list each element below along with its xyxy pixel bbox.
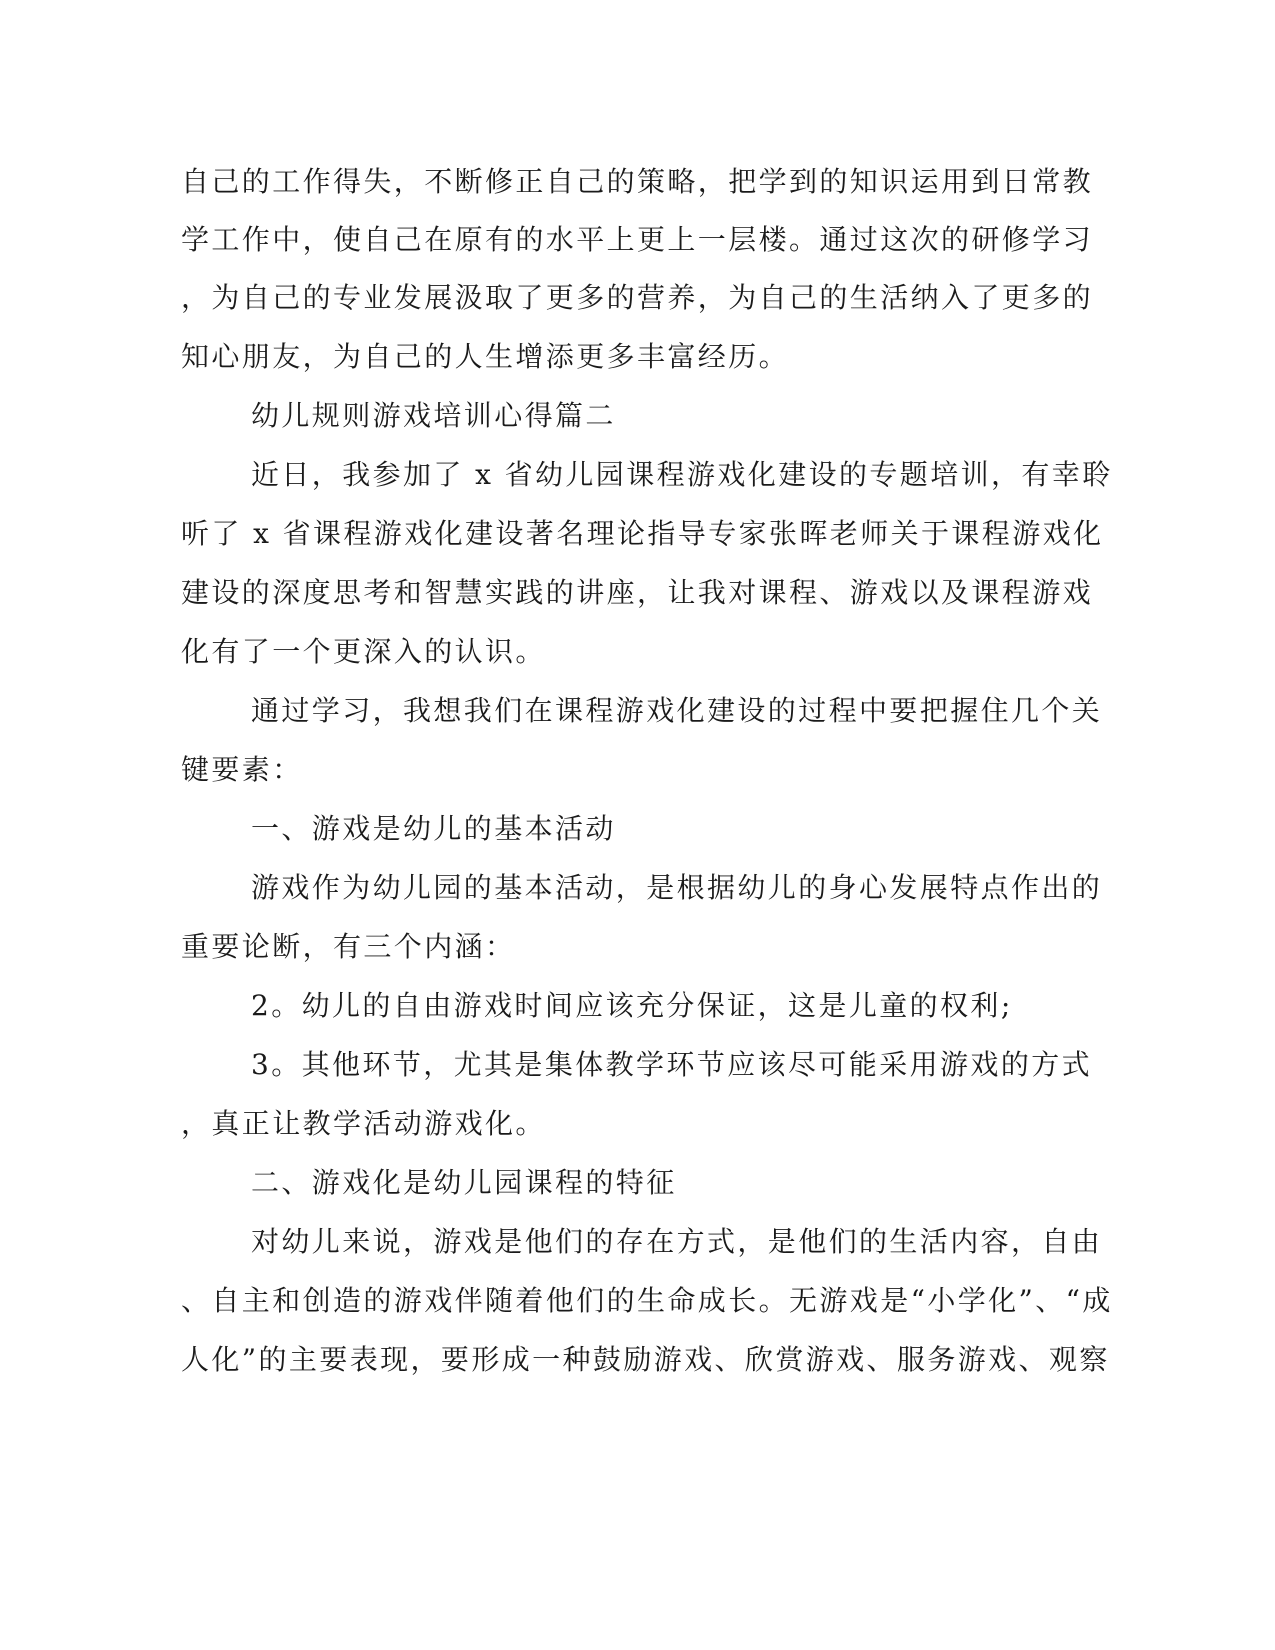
- text-line: 游戏作为幼儿园的基本活动，是根据幼儿的身心发展特点作出的: [251, 871, 1103, 904]
- text-line: 、自主和创造的游戏伴随着他们的生命成长。无游戏是“小学化”、“成: [181, 1284, 1113, 1317]
- text-line: 听了 x 省课程游戏化建设著名理论指导专家张晖老师关于课程游戏化: [181, 517, 1104, 550]
- text-line: 对幼儿来说，游戏是他们的存在方式，是他们的生活内容，自由: [251, 1225, 1103, 1258]
- text-line: 键要素：: [181, 753, 303, 786]
- text-line: ，真正让教学活动游戏化。: [181, 1107, 546, 1140]
- text-line: 建设的深度思考和智慧实践的讲座，让我对课程、游戏以及课程游戏: [181, 576, 1094, 609]
- section-heading: 二、游戏化是幼儿园课程的特征: [251, 1166, 677, 1199]
- text-line: 知心朋友，为自己的人生增添更多丰富经历。: [181, 340, 790, 373]
- text-line: 人化”的主要表现，要形成一种鼓励游戏、欣赏游戏、服务游戏、观察: [181, 1343, 1110, 1376]
- text-line: 学工作中，使自己在原有的水平上更上一层楼。通过这次的研修学习: [181, 223, 1094, 256]
- text-line: 重要论断，有三个内涵：: [181, 930, 516, 963]
- text-line: 近日，我参加了 x 省幼儿园课程游戏化建设的专题培训，有幸聆: [251, 458, 1113, 491]
- section-heading: 幼儿规则游戏培训心得篇二: [251, 399, 616, 432]
- list-item: 3。其他环节，尤其是集体教学环节应该尽可能采用游戏的方式: [251, 1048, 1093, 1081]
- text-line: ，为自己的专业发展汲取了更多的营养，为自己的生活纳入了更多的: [181, 281, 1094, 314]
- section-heading: 一、游戏是幼儿的基本活动: [251, 812, 616, 845]
- text-line: 通过学习，我想我们在课程游戏化建设的过程中要把握住几个关: [251, 694, 1103, 727]
- text-line: 化有了一个更深入的认识。: [181, 635, 546, 668]
- list-item: 2。幼儿的自由游戏时间应该充分保证，这是儿童的权利;: [251, 989, 1013, 1022]
- text-line: 自己的工作得失，不断修正自己的策略，把学到的知识运用到日常教: [181, 165, 1094, 198]
